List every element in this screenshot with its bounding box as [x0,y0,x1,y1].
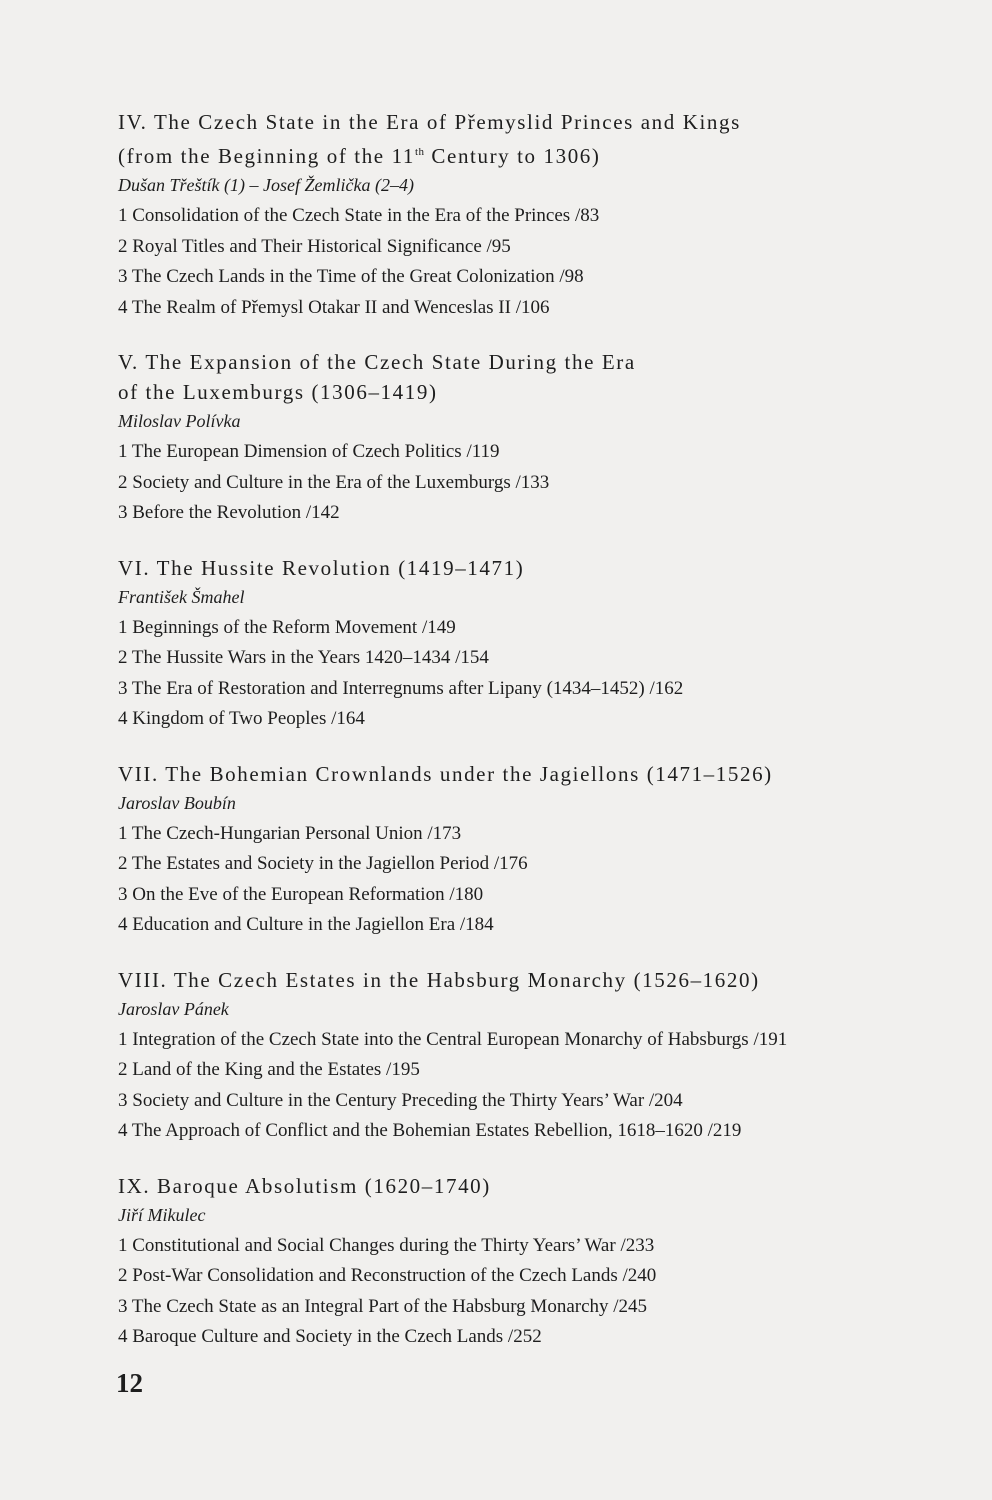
section-title: VI. The Hussite Revolution (1419–1471) [118,555,525,580]
toc-entry: 1 Beginnings of the Reform Movement /149 [118,616,456,638]
section-author: Jaroslav Boubín [118,792,236,813]
toc-entry: 4 Education and Culture in the Jagiellon Era /184 [118,914,494,935]
toc-entry: 2 Land of the King and the Estates /195 [118,1059,420,1080]
toc-entry: 1 Integration of the Czech State into the Central European Monarchy of Habsburgs /191 [118,1028,788,1050]
section-title: VIII. The Czech Estates in the Habsburg Monarchy (1526–1620) [118,967,760,992]
page-number: 12 [116,1368,143,1398]
toc-entry: 4 Kingdom of Two Peoples /164 [118,708,365,729]
toc-entry: 4 The Realm of Přemysl Otakar II and Wenceslas II /106 [118,296,550,318]
section-author: František Šmahel [118,586,245,607]
toc-entry: 2 Royal Titles and Their Historical Significance /95 [118,235,511,257]
toc-section-vi [118,553,968,735]
toc-entry: 1 The European Dimension of Czech Politics /119 [118,441,500,462]
toc-entry: 3 The Era of Restoration and Interregnums after Lipany (1434–1452) /162 [118,677,684,699]
section-author: Jiří Mikulec [118,1204,206,1225]
section-author: Jaroslav Pánek [118,998,229,1019]
section-author: Miloslav Polívka [118,411,241,431]
toc-entry: 1 Consolidation of the Czech State in the Era of the Princes /83 [118,205,600,226]
toc-entry: 2 The Hussite Wars in the Years 1420–1434 /154 [118,647,489,668]
toc-section-viii [118,965,968,1147]
toc-entry: 3 The Czech State as an Integral Part of the Habsburg Monarchy /245 [118,1295,648,1317]
toc-entry: 1 Constitutional and Social Changes during the Thirty Years’ War /233 [118,1234,655,1256]
toc-section-ix [118,1171,968,1353]
toc-entry: 4 Baroque Culture and Society in the Czech Lands /252 [118,1326,542,1347]
section-title: V. The Expansion of the Czech State During the Era of the Luxemburgs (1306–1419) [118,350,636,404]
toc-entry: 3 Before the Revolution /142 [118,502,340,523]
toc-entry: 1 The Czech-Hungarian Personal Union /173 [118,822,462,844]
table-of-contents [118,107,968,1353]
toc-entry: 2 Post-War Consolidation and Reconstruction of the Czech Lands /240 [118,1265,657,1286]
toc-entry: 2 The Estates and Society in the Jagiellon Period /176 [118,853,528,874]
toc-entry: 2 Society and Culture in the Era of the Luxemburgs /133 [118,471,550,493]
section-title: IV. The Czech State in the Era of Přemyslid Princes and Kings (from the Beginning of the 11th Century to 1306) [118,110,741,168]
toc-section-iv [118,107,968,323]
toc-entry: 3 On the Eve of the European Reformation /180 [118,883,484,905]
toc-section-vii [118,759,968,941]
toc-entry: 3 The Czech Lands in the Time of the Great Colonization /98 [118,266,584,287]
toc-entry: 3 Society and Culture in the Century Preceding the Thirty Years’ War /204 [118,1089,683,1111]
section-author: Dušan Třeštík (1) – Josef Žemlička (2–4) [118,175,414,195]
toc-entry: 4 The Approach of Conflict and the Bohemian Estates Rebellion, 1618–1620 /219 [118,1120,742,1141]
toc-section-v [118,347,968,529]
section-title: VII. The Bohemian Crownlands under the Jagiellons (1471–1526) [118,761,773,786]
section-title: IX. Baroque Absolutism (1620–1740) [118,1173,491,1198]
